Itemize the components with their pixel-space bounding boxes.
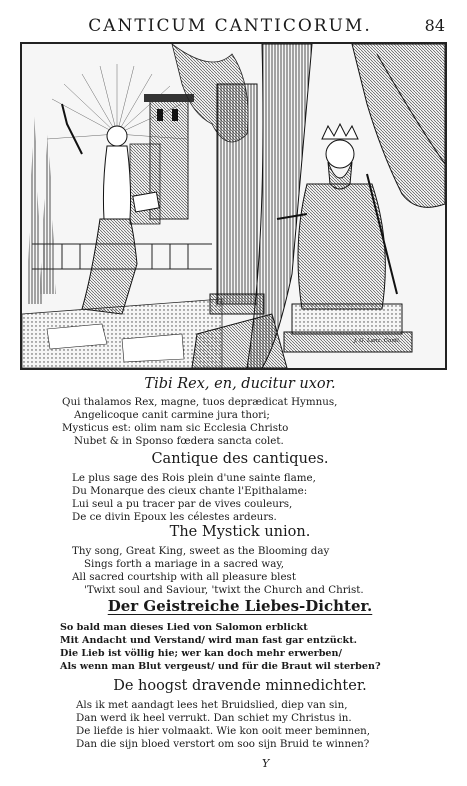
engraving-scene xyxy=(22,44,445,368)
verse-line: De ce divin Epoux les célestes ardeurs. xyxy=(72,511,277,523)
section-german xyxy=(40,597,440,673)
verse-line: Lui seul a pu tracer par de vives couleurs, xyxy=(72,498,293,510)
verse-line: Mit Andacht und Verstand/ wird man fast gar entzückt. xyxy=(60,635,357,646)
section-heading: Tibi Rex, en, ducitur uxor. xyxy=(144,376,336,392)
section-heading: De hoogst dravende minnedichter. xyxy=(113,678,367,694)
verse-line: Sings forth a mariage in a sacred way, xyxy=(84,558,285,570)
verse-line: 'Twixt soul and Saviour, 'twixt the Church and Christ. xyxy=(84,584,364,596)
verse-line: Die Lieb ist völlig hie; wer kan doch mehr erwerben/ xyxy=(60,648,343,659)
verse-line: Dan die sijn bloed verstort om soo sijn Bruid te winnen? xyxy=(76,738,370,750)
section-dutch xyxy=(40,678,440,751)
verse-line: Dan werd ik heel verrukt. Dan schiet my Christus in. xyxy=(76,712,352,724)
verse-line: Mysticus est: olim nam sic Ecclesia Christo xyxy=(62,422,289,434)
engraver-signature: J. G. Lanz. Canti. xyxy=(354,338,401,344)
engraving-illustration xyxy=(20,42,447,370)
verse-line: Le plus sage des Rois plein d'une sainte flame, xyxy=(72,472,316,484)
verse-line: Als wenn man Blut vergeust/ und für die Braut wil sterben? xyxy=(60,661,381,672)
verse-line: Als ik met aandagt lees het Bruidslied, diep van sin, xyxy=(76,699,348,711)
section-latin xyxy=(40,376,440,448)
section-english xyxy=(40,524,440,597)
verse-line: Nubet & in Sponso fœdera sancta colet. xyxy=(74,435,284,447)
verse-line: Du Monarque des cieux chante l'Epithalame: xyxy=(72,485,308,497)
page-header xyxy=(0,14,467,40)
verse-line: Qui thalamos Rex, magne, tuos deprædicat Hymnus, xyxy=(62,396,338,408)
verse-line: Angelicoque canit carmine jura thori; xyxy=(74,409,270,421)
verse-line: Thy song, Great King, sweet as the Blooming day xyxy=(72,545,330,557)
section-heading: Cantique des cantiques. xyxy=(151,451,329,467)
running-title: CANTICUM CANTICORUM. xyxy=(88,16,372,36)
section-heading: Der Geistreiche Liebes-Dichter. xyxy=(107,597,373,615)
verse-line: So bald man dieses Lied von Salomon erblickt xyxy=(60,622,308,633)
verse-line: De liefde is hier volmaakt. Wie kon ooit meer beminnen, xyxy=(76,725,371,737)
section-french xyxy=(40,451,440,524)
section-heading: The Mystick union. xyxy=(169,524,311,540)
verse-line: All sacred courtship with all pleasure blest xyxy=(72,571,296,583)
catchword: Y xyxy=(262,757,270,770)
page-number: 84 xyxy=(424,16,445,35)
